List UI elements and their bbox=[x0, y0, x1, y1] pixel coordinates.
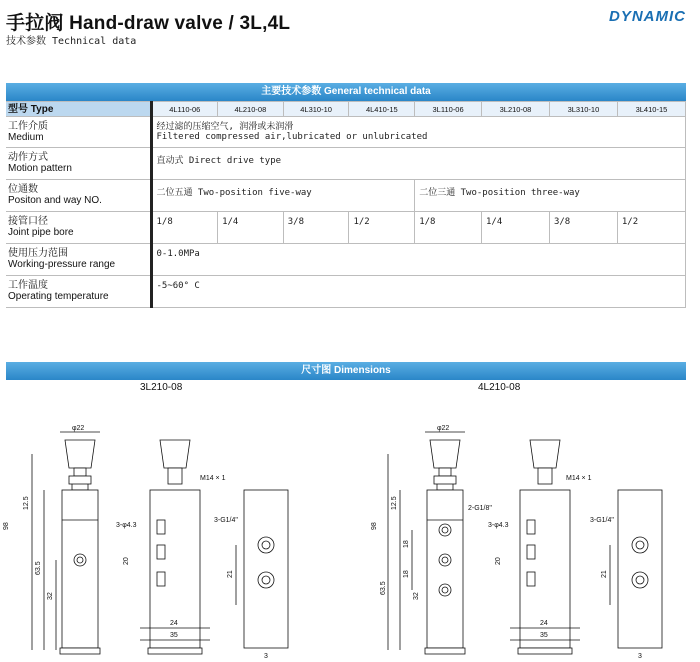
row-label: 工作温度 Operating temperature bbox=[6, 276, 151, 308]
dim-w3: 3 bbox=[638, 653, 642, 660]
dim-port14: 3-G1/4" bbox=[590, 517, 614, 524]
type-label: 型号 Type bbox=[6, 102, 151, 117]
dim-h18: 18 bbox=[403, 540, 410, 548]
dim-h21: 21 bbox=[227, 570, 234, 578]
dim-port14: 3-G1/4" bbox=[214, 517, 238, 524]
bore-cell: 1/4 bbox=[481, 212, 549, 244]
model-cell: 3L410-15 bbox=[617, 102, 685, 117]
bore-cell: 1/2 bbox=[617, 212, 685, 244]
table-row bbox=[6, 212, 686, 244]
medium-value: 经过滤的压缩空气, 润滑或未润滑 Filtered compressed air,lubricated or unlubricated bbox=[151, 117, 686, 148]
model-cell: 3L210-08 bbox=[481, 102, 549, 117]
dim-h635: 63.5 bbox=[380, 581, 387, 595]
right-model-label: 4L210-08 bbox=[478, 382, 521, 393]
left-front-view bbox=[32, 432, 100, 654]
bore-cell: 1/4 bbox=[218, 212, 284, 244]
dim-h635: 63.5 bbox=[35, 561, 42, 575]
table-row bbox=[6, 102, 686, 117]
table-row bbox=[6, 148, 686, 180]
model-cell: 4L410-15 bbox=[349, 102, 415, 117]
dim-h32: 32 bbox=[47, 592, 54, 600]
brand-logo: DYNAMIC bbox=[609, 8, 686, 25]
dim-m14: M14 × 1 bbox=[566, 475, 592, 482]
bore-cell: 3/8 bbox=[283, 212, 349, 244]
model-cell: 4L310-10 bbox=[283, 102, 349, 117]
bore-cell: 1/8 bbox=[415, 212, 482, 244]
position-3way-value: 二位三通 Two-position three-way bbox=[415, 180, 686, 212]
dim-h98: 98 bbox=[371, 522, 378, 530]
row-label: 接管口径 Joint pipe bore bbox=[6, 212, 151, 244]
dim-w20: 20 bbox=[123, 557, 130, 565]
dim-w24: 24 bbox=[170, 620, 178, 627]
dimension-drawing bbox=[0, 400, 700, 662]
dim-h32: 32 bbox=[413, 592, 420, 600]
table-row bbox=[6, 244, 686, 276]
page-title: 手拉阀 Hand-draw valve / 3L,4L bbox=[6, 13, 291, 34]
pressure-value: 0-1.0MPa bbox=[151, 244, 686, 276]
position-5way-value: 二位五通 Two-position five-way bbox=[151, 180, 415, 212]
dim-w35: 35 bbox=[540, 632, 548, 639]
technical-data-heading: 主要技术参数 General technical data bbox=[6, 83, 686, 101]
row-label: 动作方式 Motion pattern bbox=[6, 148, 151, 180]
dim-w20: 20 bbox=[495, 557, 502, 565]
dim-h21: 21 bbox=[601, 570, 608, 578]
dim-h125: 12.5 bbox=[391, 496, 398, 510]
dim-w35: 35 bbox=[170, 632, 178, 639]
dim-port18: 2-G1/8" bbox=[468, 505, 492, 512]
dim-m14: M14 × 1 bbox=[200, 475, 226, 482]
table-row bbox=[6, 276, 686, 308]
right-port-view bbox=[610, 490, 662, 648]
row-label: 使用压力范围 Working-pressure range bbox=[6, 244, 151, 276]
technical-data-table bbox=[6, 101, 686, 308]
bore-cell: 3/8 bbox=[549, 212, 617, 244]
dim-h125: 12.5 bbox=[23, 496, 30, 510]
right-front-view bbox=[388, 432, 465, 654]
motion-value: 直动式 Direct drive type bbox=[151, 148, 686, 180]
table-row bbox=[6, 117, 686, 148]
dim-d22: φ22 bbox=[72, 425, 85, 432]
dim-w24: 24 bbox=[540, 620, 548, 627]
row-label: 工作介质 Medium bbox=[6, 117, 151, 148]
bore-cell: 1/8 bbox=[151, 212, 218, 244]
temperature-value: -5~60° C bbox=[151, 276, 686, 308]
left-port-view bbox=[236, 490, 288, 648]
table-row bbox=[6, 180, 686, 212]
page-subtitle: 技术参数 Technical data bbox=[6, 36, 137, 47]
dim-w3: 3 bbox=[264, 653, 268, 660]
model-cell: 3L310-10 bbox=[549, 102, 617, 117]
dim-h98: 98 bbox=[3, 522, 10, 530]
dimensions-heading: 尺寸图 Dimensions bbox=[6, 362, 686, 380]
dim-d22: φ22 bbox=[437, 425, 450, 432]
model-cell: 3L110-06 bbox=[415, 102, 482, 117]
model-cell: 4L110-06 bbox=[151, 102, 218, 117]
bore-cell: 1/2 bbox=[349, 212, 415, 244]
dim-h18: 18 bbox=[403, 570, 410, 578]
model-cell: 4L210-08 bbox=[218, 102, 284, 117]
left-model-label: 3L210-08 bbox=[140, 382, 183, 393]
dim-holes: 3-φ4.3 bbox=[116, 522, 137, 529]
row-label: 位通数 Positon and way NO. bbox=[6, 180, 151, 212]
dim-holes: 3-φ4.3 bbox=[488, 522, 509, 529]
